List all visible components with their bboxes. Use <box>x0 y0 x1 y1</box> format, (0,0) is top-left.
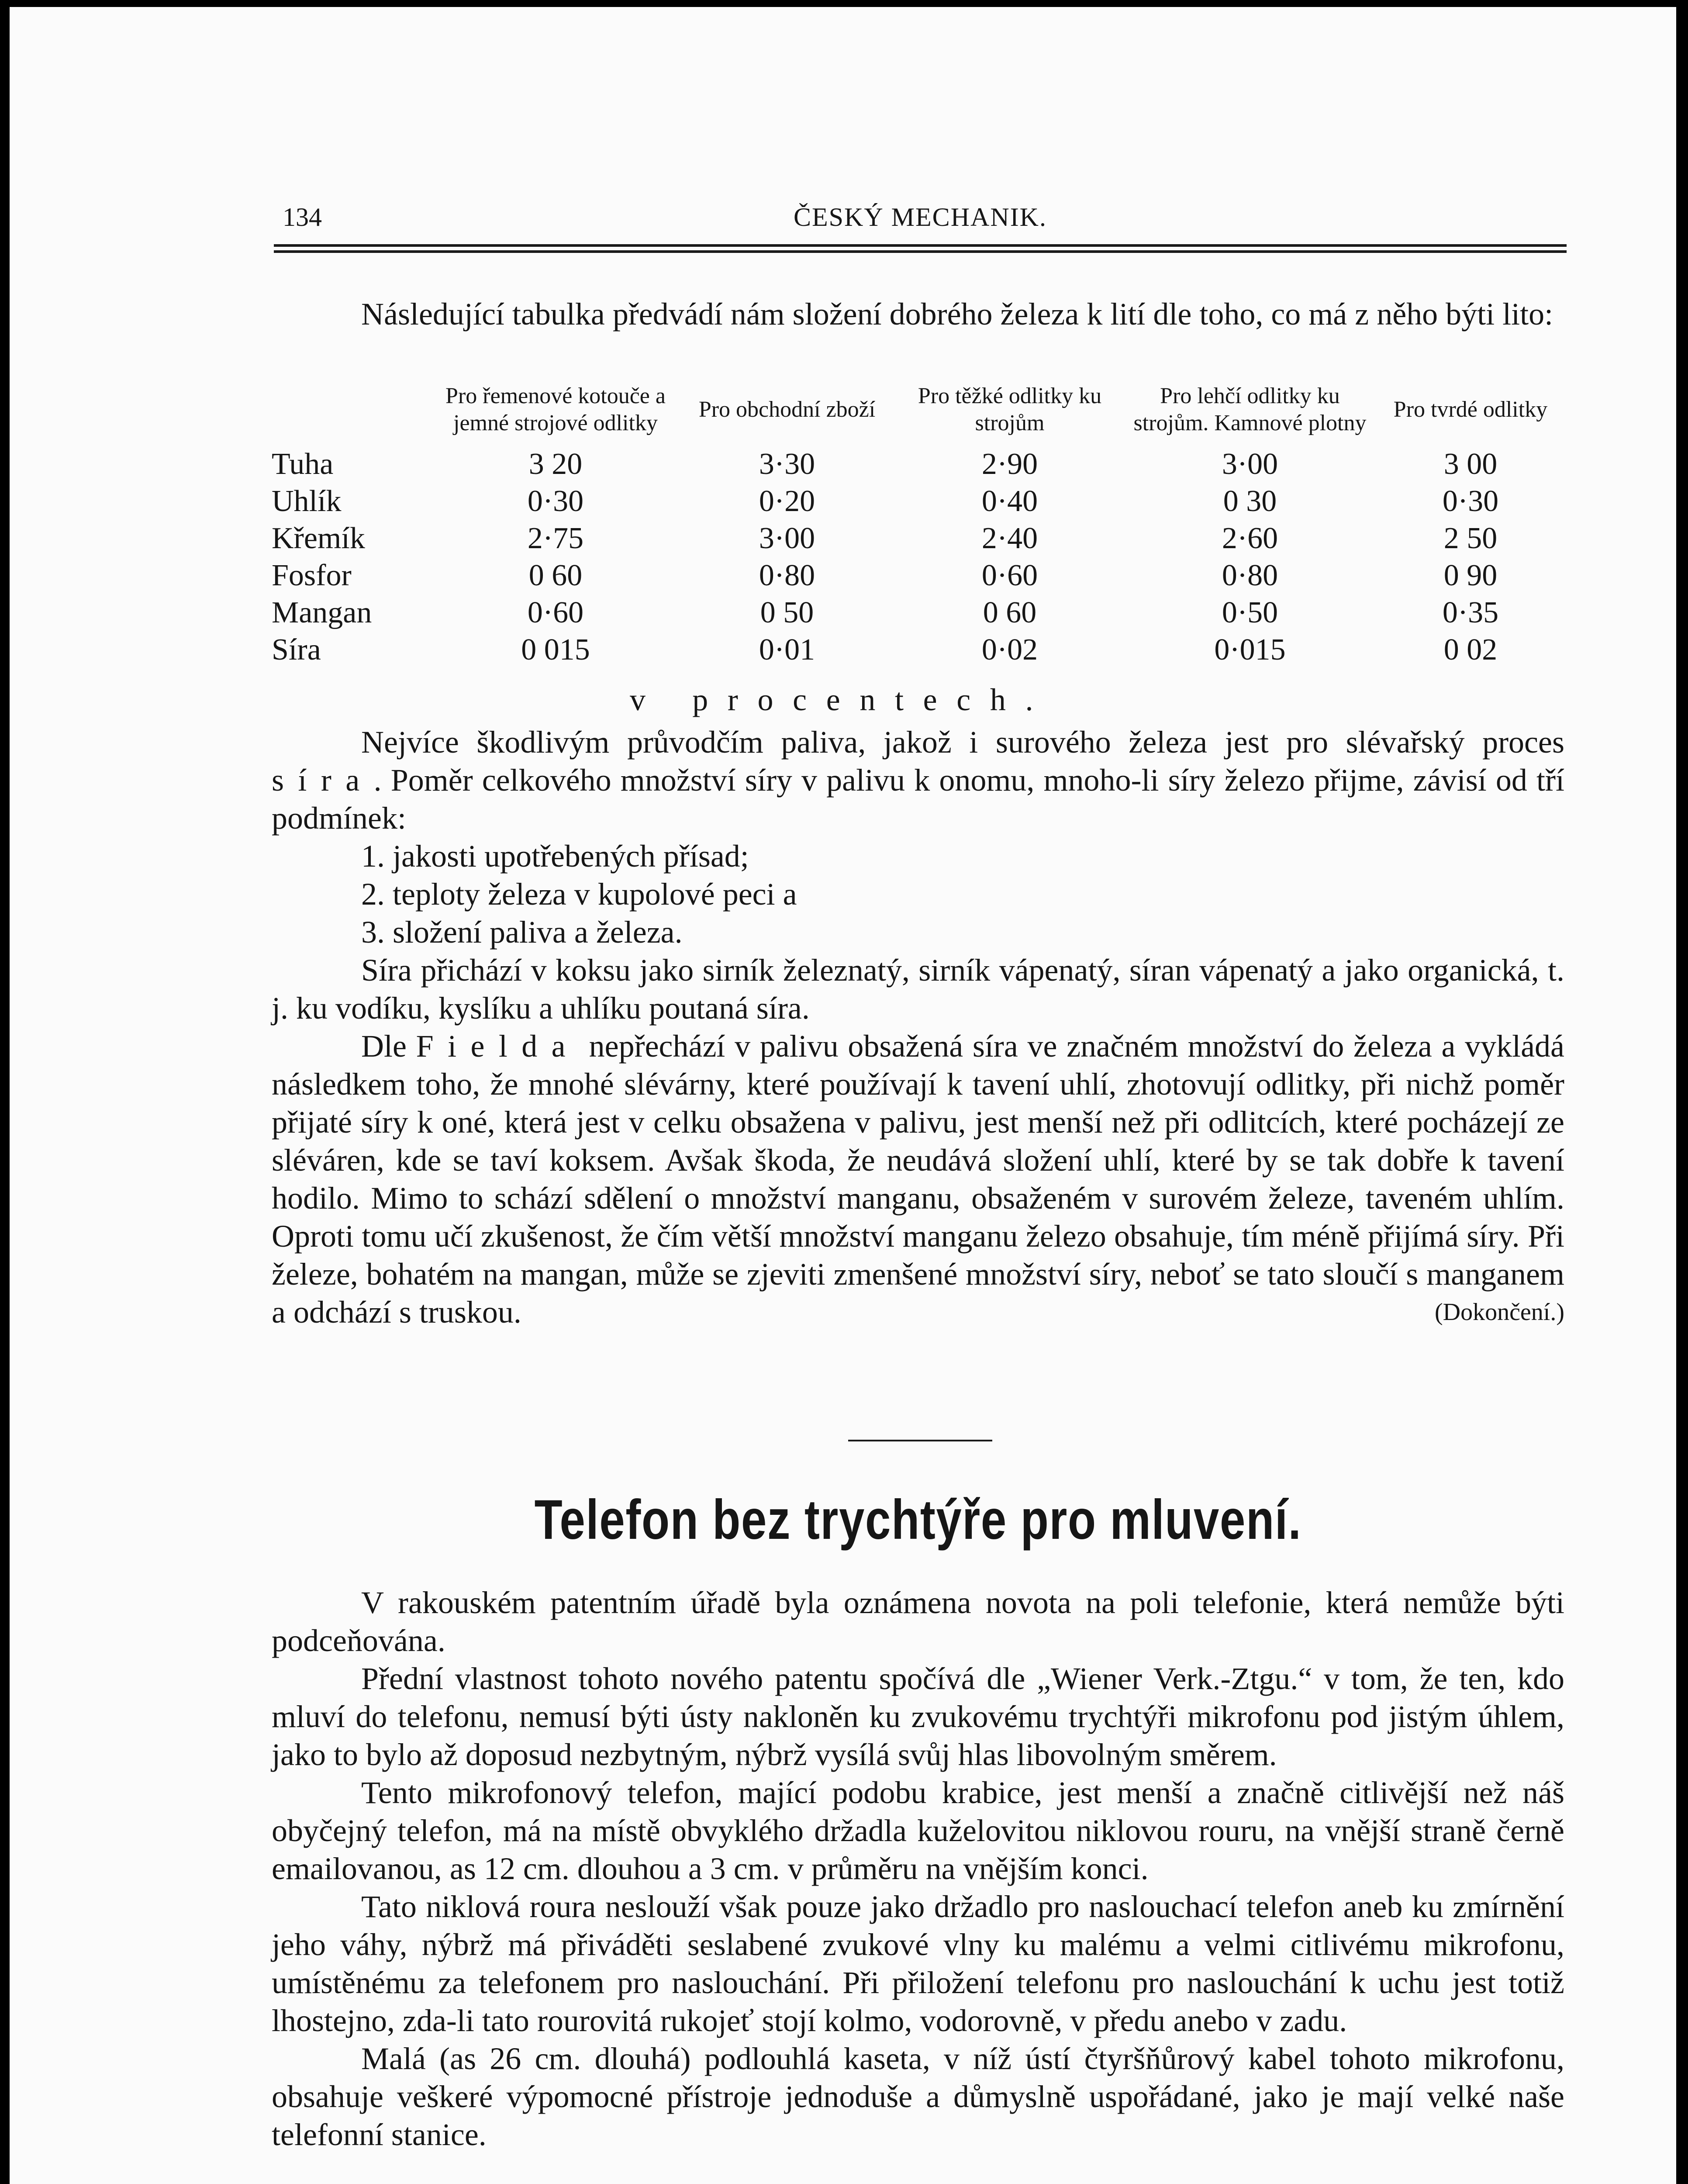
list-item: 3. složení paliva a železa. <box>361 915 683 950</box>
iron-composition-table <box>272 383 1564 668</box>
table-header-cell: Pro lehčí odlitky ku strojům. Kamnové plotny <box>1133 384 1367 435</box>
paragraph: Tento mikrofonový telefon, mající podobu krabice, jest menší a značně citlivější než náš obyčejný telefon, má na místě obvyklého držadla kuželovitou niklovou rouru, na vnější straně černě emailovanou, as 12 cm. dlouhou a 3 cm. v průměru na vnějším konci. <box>272 1775 1564 1886</box>
article-title: Telefon bez trychtýře pro mluvení. <box>534 1489 1302 1551</box>
table-cell: 2 50 <box>1443 522 1498 555</box>
conditions-list <box>272 837 1564 951</box>
unit-note: v procentech. <box>630 682 1053 717</box>
table-cell: 0 60 <box>983 596 1037 629</box>
table-cell: 0 02 <box>1443 633 1498 667</box>
table-header-cell: Pro těžké odlitky ku strojům <box>918 384 1102 435</box>
table-cell: 3·00 <box>759 522 815 555</box>
table-cell: 0·20 <box>759 484 815 518</box>
section-divider <box>848 1440 992 1441</box>
row-label: Tuha <box>272 447 334 481</box>
table-cell: 0·35 <box>1442 596 1499 629</box>
table-cell: 2·75 <box>527 522 584 555</box>
paragraph: V rakouském patentním úřadě byla oznámena novota na poli telefonie, která nemůže býti podceňována. <box>272 1585 1564 1658</box>
row-label: Fosfor <box>272 559 352 592</box>
table-row <box>272 520 1564 557</box>
table-cell: 2·90 <box>981 447 1038 481</box>
paragraph: Dle Fielda nepřechází v palivu obsažená síra ve značném množství do železa a vykládá následkem toho, že mnohé slévárny, které používají k tavení uhlí, zhotovují odlitky, při nichž poměr přijaté síry k oné, která jest v celku obsažena v palivu, jest menší než při odlitcích, které pocházejí ze sléváren, kde se taví koksem. Avšak škoda, že neudává složení uhlí, které by se tak dobře k tavení hodilo. Mimo to schází sdělení o množství manganu, obsaženém v surovém železe, taveném uhlím. Oproti tomu učí zkušenost, že čím větší množství manganu železo obsahuje, tím méně přijímá síry. Při železe, bohatém na mangan, může se zjeviti zmenšené množství síry, neboť se tato sloučí s manganem a odchází s truskou. (Dokončení.) <box>272 1027 1564 1331</box>
table-cell: 0 015 <box>521 633 590 667</box>
paragraph: Tato niklová roura neslouží však pouze jako držadlo pro naslouchací telefon aneb ku zmírnění jeho váhy, nýbrž má přiváděti seslabené zvukové vlny ku malému a velmi citlivému mikrofonu, umístěnému za telefonem pro naslouchání. Při přiložení telefonu pro naslouchání k uchu jest totiž lhostejno, zda-li tato rourovitá rukojeť stojí kolmo, vodorovně, v předu anebo v zadu. <box>272 1889 1564 2038</box>
table-cell: 2·40 <box>981 522 1038 555</box>
intro-paragraph: Následující tabulka předvádí nám složení dobrého železa k lití dle toho, co má z něho býti lito: <box>361 297 1553 332</box>
continued-note: (Dokončení.) <box>1434 1299 1564 1326</box>
table-cell: 0 60 <box>528 559 583 592</box>
table-cell: 0·02 <box>981 633 1038 667</box>
emphasis: Fielda <box>416 1029 580 1064</box>
table-cell: 3·00 <box>1222 447 1278 481</box>
list-item: 2. teploty železa v kupolové peci a <box>361 877 797 912</box>
paragraph: Síra přichází v koksu jako sirník železnatý, sirník vápenatý, síran vápenatý a jako organická, t. j. ku vodíku, kyslíku a uhlíku poutaná síra. <box>272 953 1564 1026</box>
table-cell: 0·30 <box>527 484 584 518</box>
row-label: Křemík <box>272 522 365 555</box>
list-item: 1. jakosti upotřebených přísad; <box>361 839 749 874</box>
table-row <box>272 631 1564 668</box>
paragraph: Malá (as 26 cm. dlouhá) podlouhlá kaseta, v níž ústí čtyršňůrový kabel tohoto mikrofonu, obsahuje veškeré výpomocné přístroje jednoduše a důmyslně uspořádané, jako je mají velké naše telefonní stanice. <box>272 2041 1564 2152</box>
article-body <box>272 1584 1564 2154</box>
table-cell: 0·40 <box>981 484 1038 518</box>
header-rule-top <box>274 244 1567 247</box>
emphasis: síra <box>272 763 374 798</box>
table-cell: 3·30 <box>759 447 815 481</box>
table-row <box>272 446 1564 483</box>
table-header-cell: Pro řemenové kotouče a jemné strojové odlitky <box>445 384 666 435</box>
table-header-cell: Pro obchodní zboží <box>698 397 876 422</box>
table-cell: 0 30 <box>1223 484 1277 518</box>
table-header-row <box>272 383 1564 446</box>
table-cell: 0·80 <box>1222 559 1278 592</box>
table-row <box>272 483 1564 520</box>
table-header-cell: Pro tvrdé odlitky <box>1393 397 1548 422</box>
running-title: ČESKÝ MECHANIK. <box>793 203 1047 232</box>
row-label: Uhlík <box>272 484 342 518</box>
row-label: Mangan <box>272 596 372 629</box>
table-cell: 0·30 <box>1442 484 1499 518</box>
page-header <box>274 202 1567 242</box>
row-label: Síra <box>272 633 321 667</box>
table-cell: 0·60 <box>527 596 584 629</box>
table-cell: 2·60 <box>1222 522 1278 555</box>
table-cell: 0·01 <box>759 633 815 667</box>
header-rule-bottom <box>274 250 1567 253</box>
table-row <box>272 557 1564 594</box>
table-cell: 0 90 <box>1443 559 1498 592</box>
table-cell: 0·60 <box>981 559 1038 592</box>
sulfur-section <box>272 723 1564 1331</box>
table-cell: 3 00 <box>1443 447 1498 481</box>
table-cell: 0·50 <box>1222 596 1278 629</box>
table-cell: 3 20 <box>528 447 583 481</box>
paragraph: Nejvíce škodlivým průvodčím paliva, jakož i surového železa jest pro slévařský proces síra. Poměr celkového množství síry v palivu k onomu, mnoho-li síry železo přijme, závisí od tří podmínek: <box>272 725 1564 836</box>
page-number: 134 <box>283 203 322 232</box>
document-page <box>10 7 1676 2184</box>
table-cell: 0 50 <box>760 596 814 629</box>
paragraph: Přední vlastnost tohoto nového patentu spočívá dle „Wiener Verk.-Ztgu.“ v tom, že ten, kdo mluví do telefonu, nemusí býti ústy nakloněn ku zvukovému trychtýři mikrofonu pod jistým úhlem, jako to bylo až doposud nezbytným, nýbrž vysílá svůj hlas libovolným směrem. <box>272 1661 1564 1772</box>
table-cell: 0·80 <box>759 559 815 592</box>
table-row <box>272 594 1564 631</box>
table-cell: 0·015 <box>1214 633 1286 667</box>
table-header-cell <box>272 383 433 446</box>
